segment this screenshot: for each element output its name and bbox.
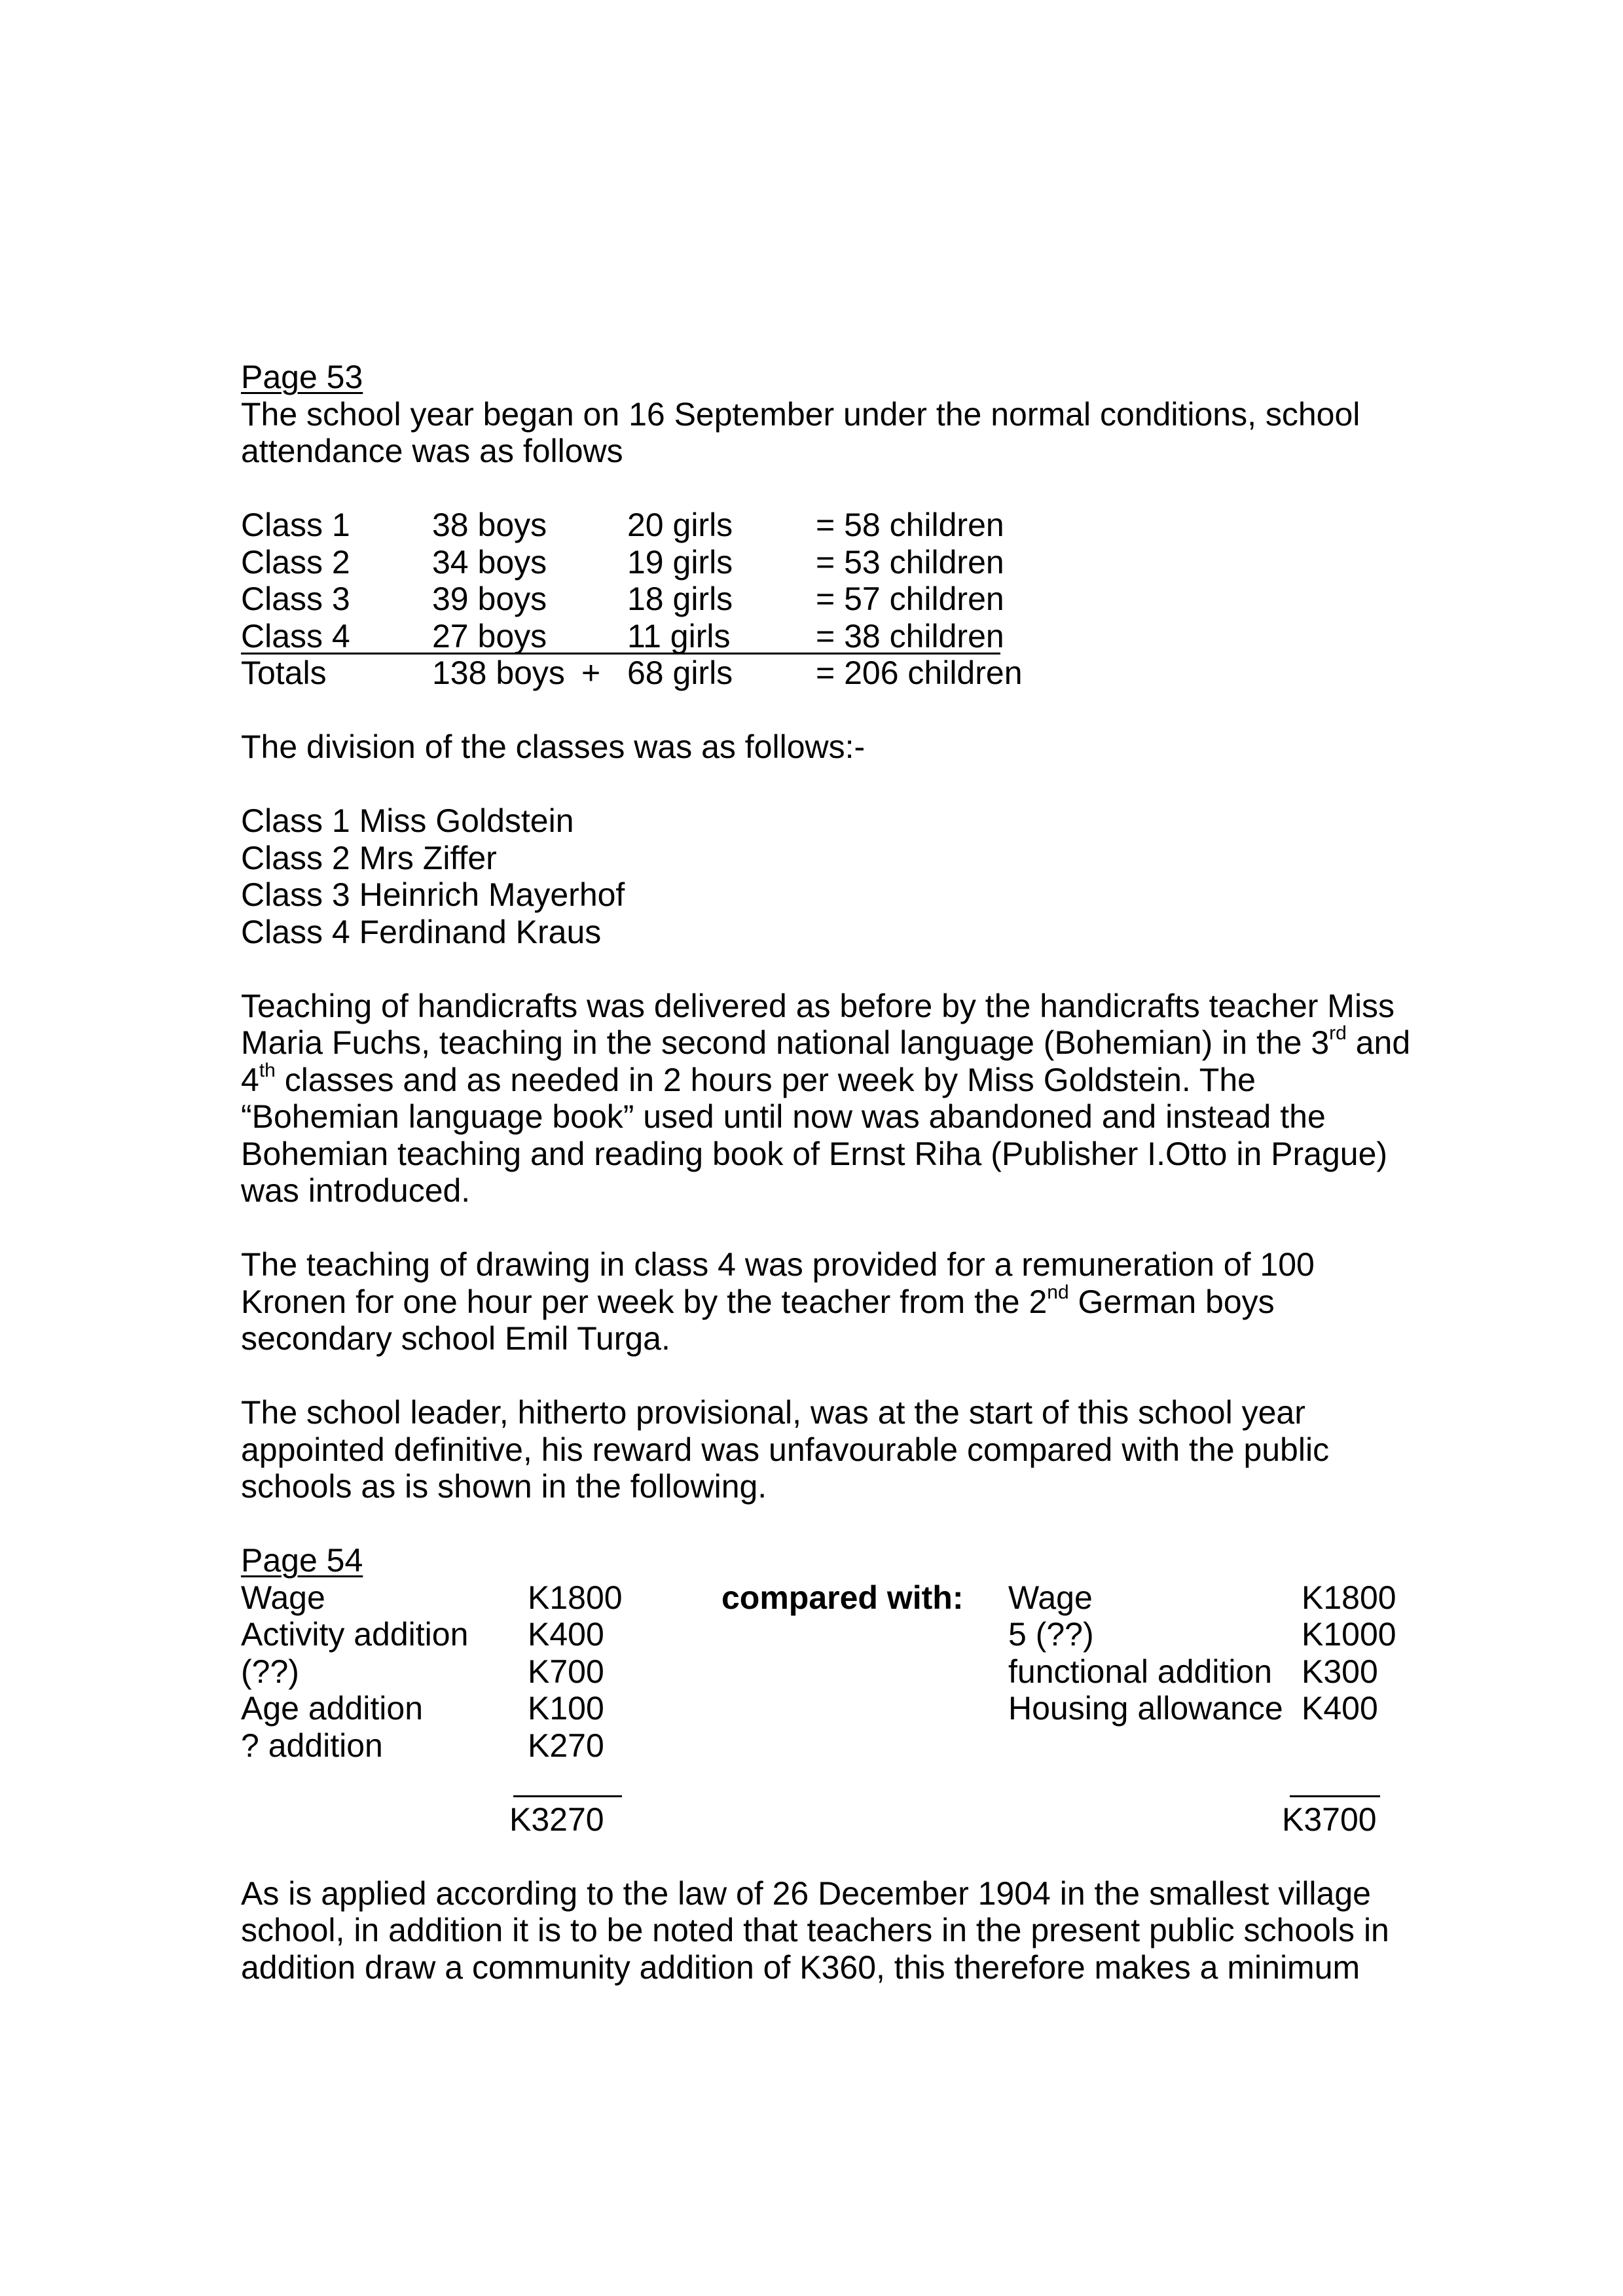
- attendance-boys: 138 boys: [432, 655, 565, 691]
- attendance-class: Class 3: [241, 581, 350, 617]
- text-run: and: [1346, 1024, 1411, 1061]
- paragraph-line: “Bohemian language book” used until now was abandoned and instead the: [241, 1098, 1326, 1135]
- attendance-girls: 11 girls: [627, 617, 731, 655]
- paragraph-line: school, in addition it is to be noted that teachers in the present public schools in: [241, 1912, 1389, 1948]
- attendance-total: = 206 children: [816, 655, 1023, 691]
- attendance-total: = 58 children: [816, 507, 1004, 543]
- pay-left-amount: K100: [528, 1690, 604, 1727]
- pay-left-amount: K1800: [528, 1579, 623, 1616]
- pay-left-label: (??): [241, 1653, 299, 1690]
- attendance-girls: 20 girls: [627, 507, 733, 543]
- attendance-boys: 39 boys: [432, 581, 547, 617]
- pay-right-amount: K1800: [1302, 1579, 1396, 1616]
- text-run: Kronen for one hour per week by the teacher from the 2: [241, 1283, 1048, 1320]
- pay-right-label: Wage: [1008, 1579, 1093, 1616]
- attendance-class: Class 4: [241, 617, 350, 655]
- attendance-boys: 38 boys: [432, 507, 547, 543]
- attendance-girls: 19 girls: [627, 543, 733, 581]
- paragraph-line: appointed definitive, his reward was unfavourable compared with the public: [241, 1431, 1330, 1468]
- pay-left-label: Activity addition: [241, 1616, 469, 1653]
- attendance-row: [241, 507, 1419, 544]
- pay-row: [241, 1690, 1419, 1727]
- attendance-class: Class 2: [241, 543, 350, 581]
- pay-right-amount: K1000: [1302, 1616, 1396, 1653]
- paragraph-line: The school leader, hitherto provisional, was at the start of this school year: [241, 1394, 1305, 1431]
- paragraph-line: secondary school Emil Turga.: [241, 1320, 670, 1357]
- attendance-total: = 53 children: [816, 543, 1004, 581]
- pay-right-label: Housing allowance: [1008, 1690, 1283, 1727]
- left-total: K3270: [509, 1801, 604, 1838]
- pay-left-label: Age addition: [241, 1690, 424, 1727]
- attendance-total: = 57 children: [816, 581, 1004, 617]
- division-item: Class 1 Miss Goldstein: [241, 802, 574, 839]
- pay-left-amount: K270: [528, 1727, 604, 1764]
- pay-row: [241, 1727, 1419, 1765]
- right-sum-rule: [1290, 1795, 1380, 1797]
- paragraph-line: [241, 1059, 1419, 1099]
- pay-right-label: 5 (??): [1008, 1616, 1094, 1653]
- division-intro: The division of the classes was as follows:-: [241, 728, 866, 765]
- division-item: Class 3 Heinrich Mayerhof: [241, 876, 625, 913]
- text-run: German boys: [1068, 1283, 1275, 1320]
- paragraph-line: [241, 1024, 1419, 1062]
- attendance-total: = 38 children: [816, 617, 1004, 655]
- attendance-boys: 34 boys: [432, 543, 547, 581]
- attendance-row: [241, 544, 1419, 581]
- ordinal-suffix: rd: [1329, 1022, 1347, 1044]
- compared-with-label: compared with:: [721, 1579, 964, 1616]
- intro-line: attendance was as follows: [241, 433, 623, 469]
- ordinal-suffix: th: [259, 1059, 276, 1081]
- pay-row: [241, 1653, 1419, 1691]
- ordinal-suffix: nd: [1047, 1281, 1069, 1303]
- pay-left-label: Wage: [241, 1579, 325, 1616]
- pay-row: [241, 1579, 1419, 1617]
- text-run: 4: [241, 1061, 259, 1098]
- paragraph-line: As is applied according to the law of 26 December 1904 in the smallest village: [241, 1874, 1371, 1912]
- division-item: Class 4 Ferdinand Kraus: [241, 913, 602, 950]
- leader-paragraph: [241, 1394, 1419, 1505]
- drawing-paragraph: [241, 1246, 1419, 1357]
- attendance-girls: 18 girls: [627, 581, 733, 617]
- paragraph-line: schools as is shown in the following.: [241, 1468, 767, 1505]
- sum-rules: [241, 1764, 1419, 1801]
- attendance-boys: 27 boys: [432, 617, 547, 655]
- plus-sign: +: [581, 655, 601, 691]
- pay-right-amount: K400: [1302, 1690, 1378, 1727]
- pay-row: [241, 1616, 1419, 1653]
- page-53-heading: Page 53: [241, 359, 363, 395]
- text-run: classes and as needed in 2 hours per week by Miss Goldstein. The: [275, 1061, 1256, 1098]
- paragraph-line: Bohemian teaching and reading book of Ernst Riha (Publisher I.Otto in Prague): [241, 1135, 1388, 1172]
- attendance-row: [241, 617, 1004, 655]
- attendance-row: [241, 581, 1419, 618]
- text-run: Maria Fuchs, teaching in the second national language (Bohemian) in the 3: [241, 1024, 1330, 1061]
- pay-left-amount: K400: [528, 1616, 604, 1653]
- right-total: K3700: [1282, 1801, 1377, 1838]
- page-54-heading: Page 54: [241, 1542, 363, 1579]
- pay-right-amount: K300: [1302, 1653, 1378, 1690]
- handicrafts-paragraph: [241, 988, 1419, 1210]
- paragraph-line: The teaching of drawing in class 4 was provided for a remuneration of 100: [241, 1246, 1315, 1283]
- attendance-class: Class 1: [241, 507, 350, 543]
- paragraph-line: addition draw a community addition of K360, this therefore makes a minimum: [241, 1948, 1360, 1986]
- closing-paragraph: [241, 1875, 1419, 1986]
- pay-totals-row: [241, 1801, 1419, 1839]
- attendance-girls: 68 girls: [627, 655, 733, 691]
- intro-line: The school year began on 16 September under the normal conditions, school: [241, 395, 1360, 433]
- paragraph-line: Teaching of handicrafts was delivered as before by the handicrafts teacher Miss: [241, 987, 1395, 1024]
- attendance-class: Totals: [241, 655, 327, 691]
- paragraph-line: was introduced.: [241, 1172, 471, 1209]
- pay-right-label: functional addition: [1008, 1653, 1273, 1690]
- left-sum-rule: [513, 1795, 622, 1797]
- pay-left-amount: K700: [528, 1653, 604, 1690]
- pay-left-label: ? addition: [241, 1727, 383, 1764]
- division-item: Class 2 Mrs Ziffer: [241, 839, 497, 876]
- document-body: [241, 359, 1419, 1986]
- attendance-totals-row: [241, 655, 1419, 692]
- paragraph-line: [241, 1283, 1419, 1321]
